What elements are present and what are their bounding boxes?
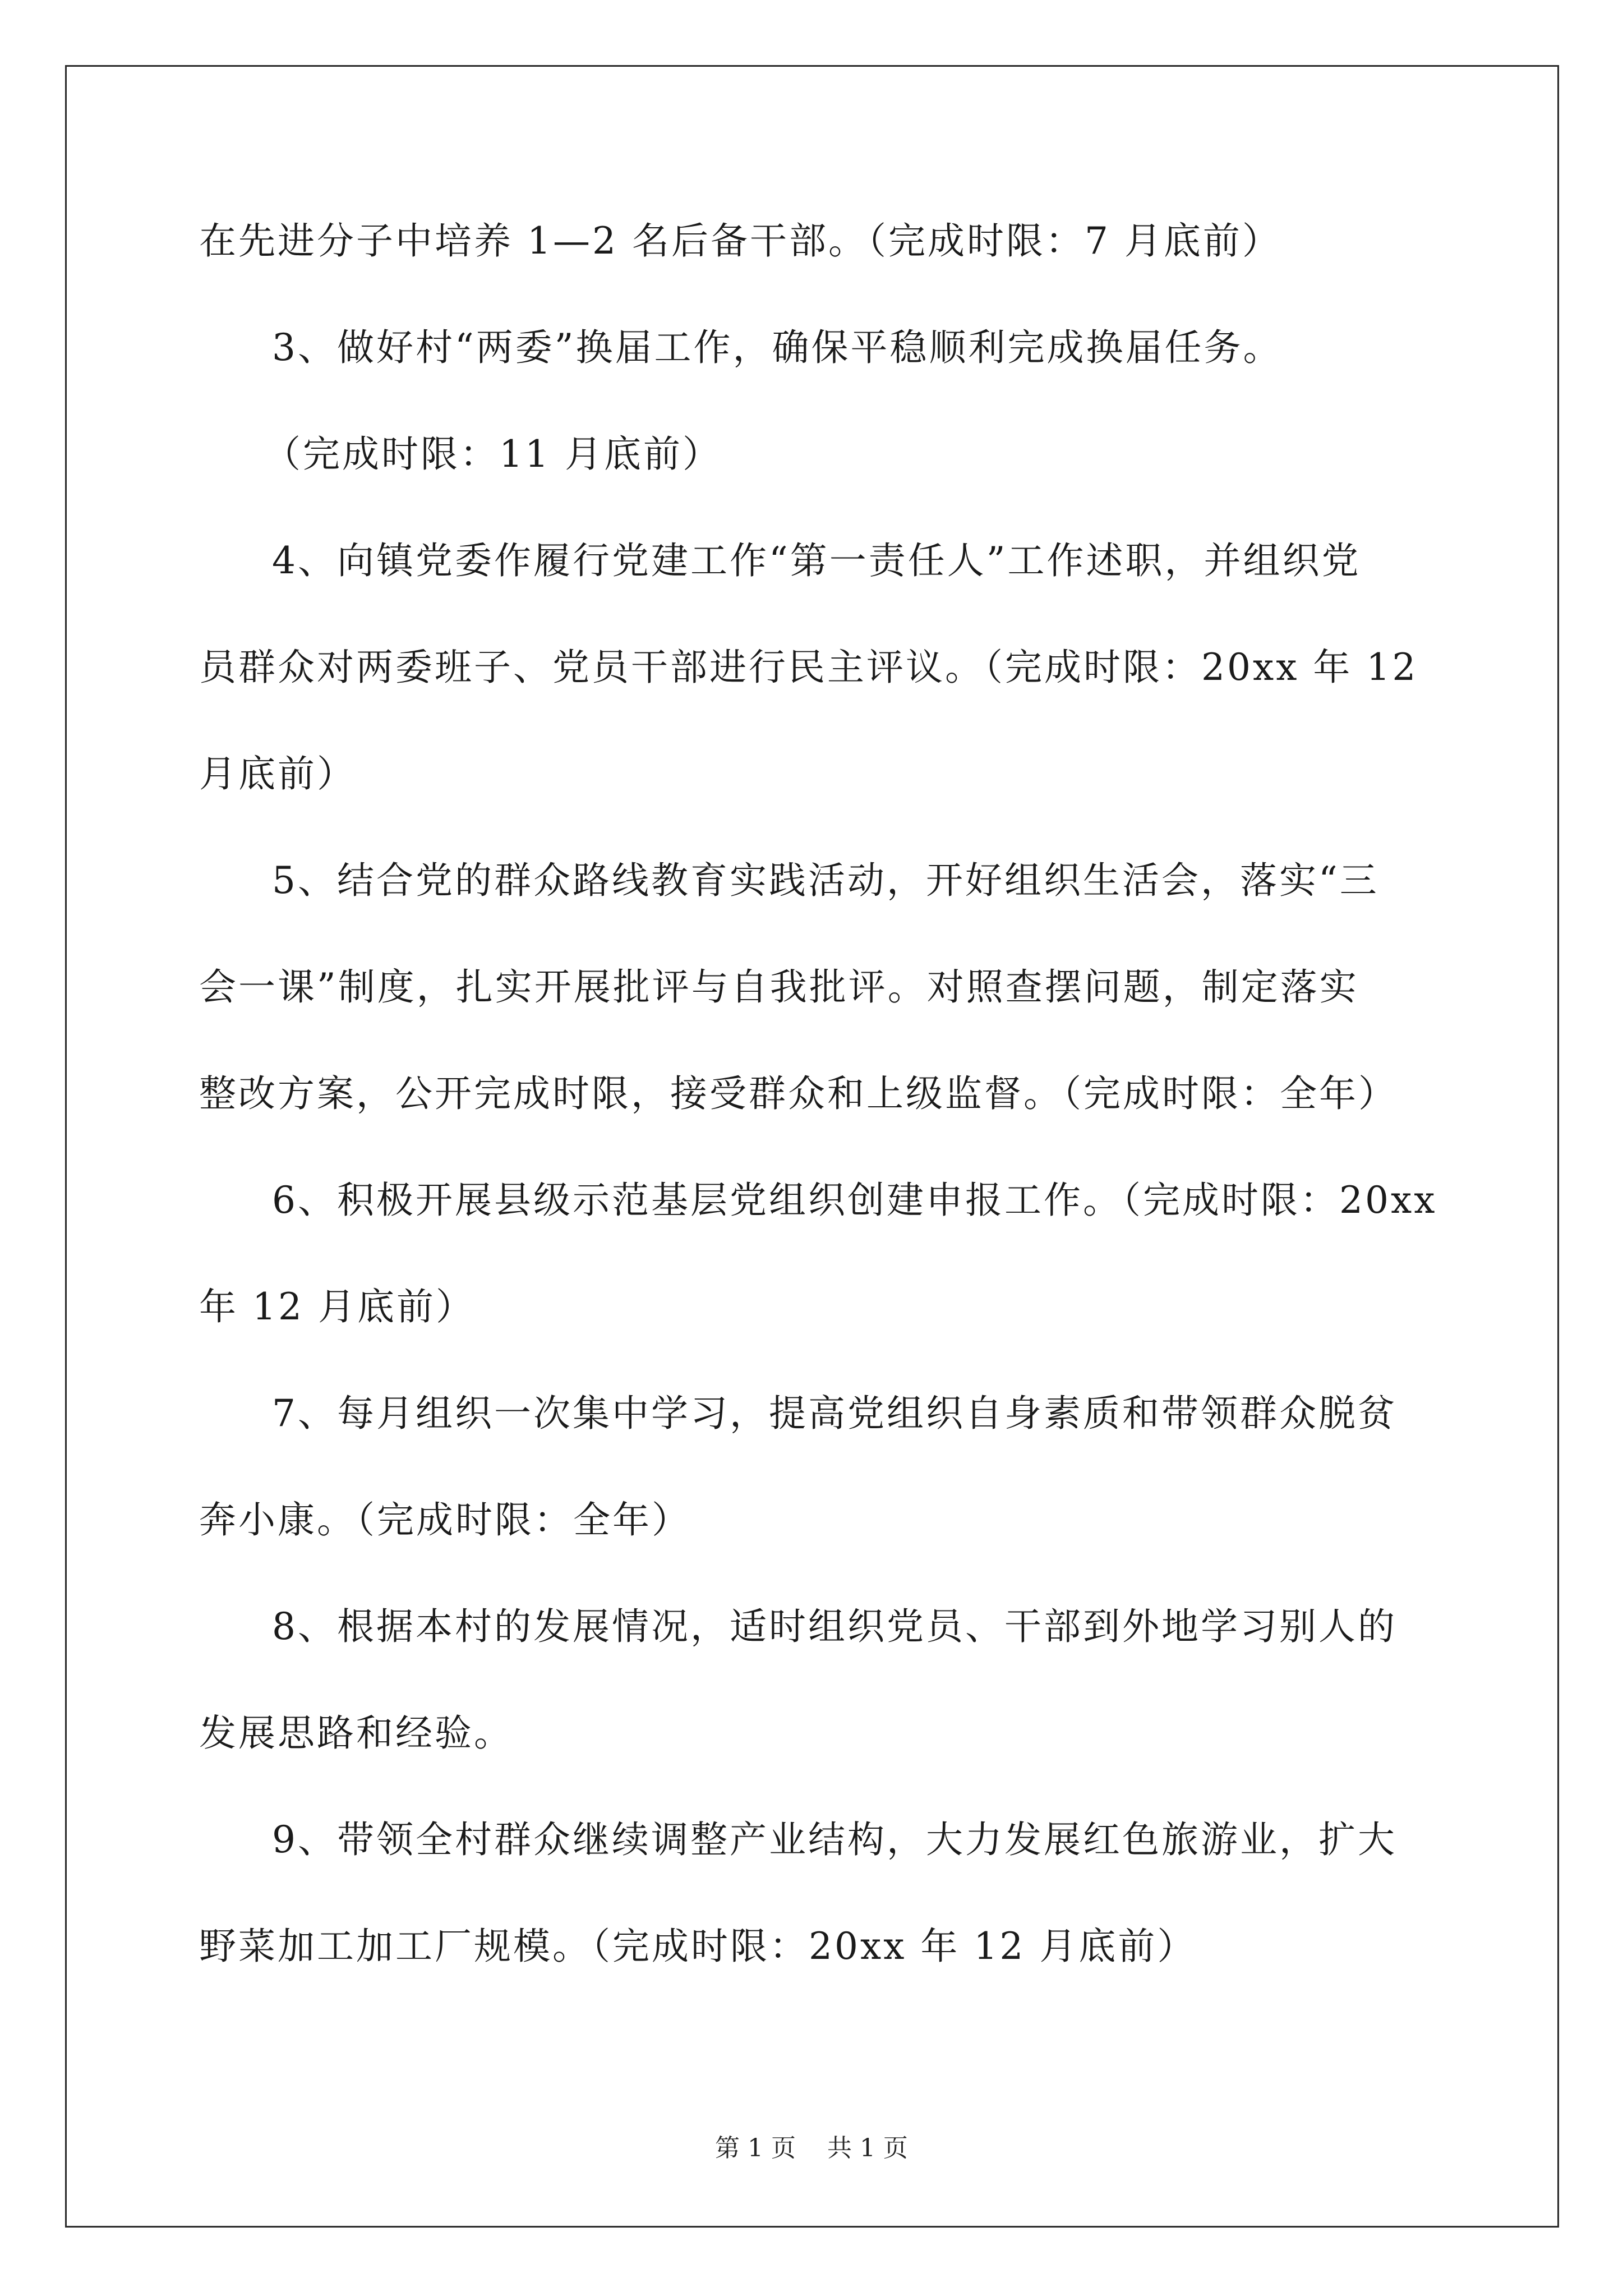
text-line-1: 在先进分子中培养 1—2 名后备干部。（完成时限：7 月底前） xyxy=(199,219,1281,263)
text-line-15: 发展思路和经验。 xyxy=(199,1711,513,1755)
text-line-16: 9、带领全村群众继续调整产业结构，大力发展红色旅游业，扩大 xyxy=(272,1818,1397,1861)
text-line-6: 月底前） xyxy=(199,752,356,795)
text-line-2: 3、做好村“两委”换届工作，确保平稳顺利完成换届任务。 xyxy=(272,326,1283,369)
text-line-8: 会一课”制度，扎实开展批评与自我批评。对照查摆问题，制定落实 xyxy=(199,965,1359,1009)
text-line-7: 5、结合党的群众路线教育实践活动，开好组织生活会，落实“三 xyxy=(272,859,1379,902)
text-line-12: 7、每月组织一次集中学习，提高党组织自身素质和带领群众脱贫 xyxy=(272,1392,1397,1435)
page-number-footer: 第 1 页 共 1 页 xyxy=(715,2134,908,2162)
text-line-9: 整改方案，公开完成时限，接受群众和上级监督。（完成时限：全年） xyxy=(199,1072,1398,1115)
text-line-10: 6、积极开展县级示范基层党组织创建申报工作。（完成时限：20xx xyxy=(272,1179,1437,1222)
text-line-17: 野菜加工加工厂规模。（完成时限：20xx 年 12 月底前） xyxy=(199,1925,1197,1968)
page-border xyxy=(65,65,1559,2228)
text-line-5: 员群众对两委班子、党员干部进行民主评议。（完成时限：20xx 年 12 xyxy=(199,646,1418,689)
text-line-4: 4、向镇党委作履行党建工作“第一责任人”工作述职，并组织党 xyxy=(272,539,1361,582)
text-line-3: （完成时限：11 月底前） xyxy=(264,432,722,476)
text-line-14: 8、根据本村的发展情况，适时组织党员、干部到外地学习别人的 xyxy=(272,1605,1397,1648)
text-line-13: 奔小康。（完成时限：全年） xyxy=(199,1498,691,1542)
text-line-11: 年 12 月底前） xyxy=(199,1285,475,1328)
